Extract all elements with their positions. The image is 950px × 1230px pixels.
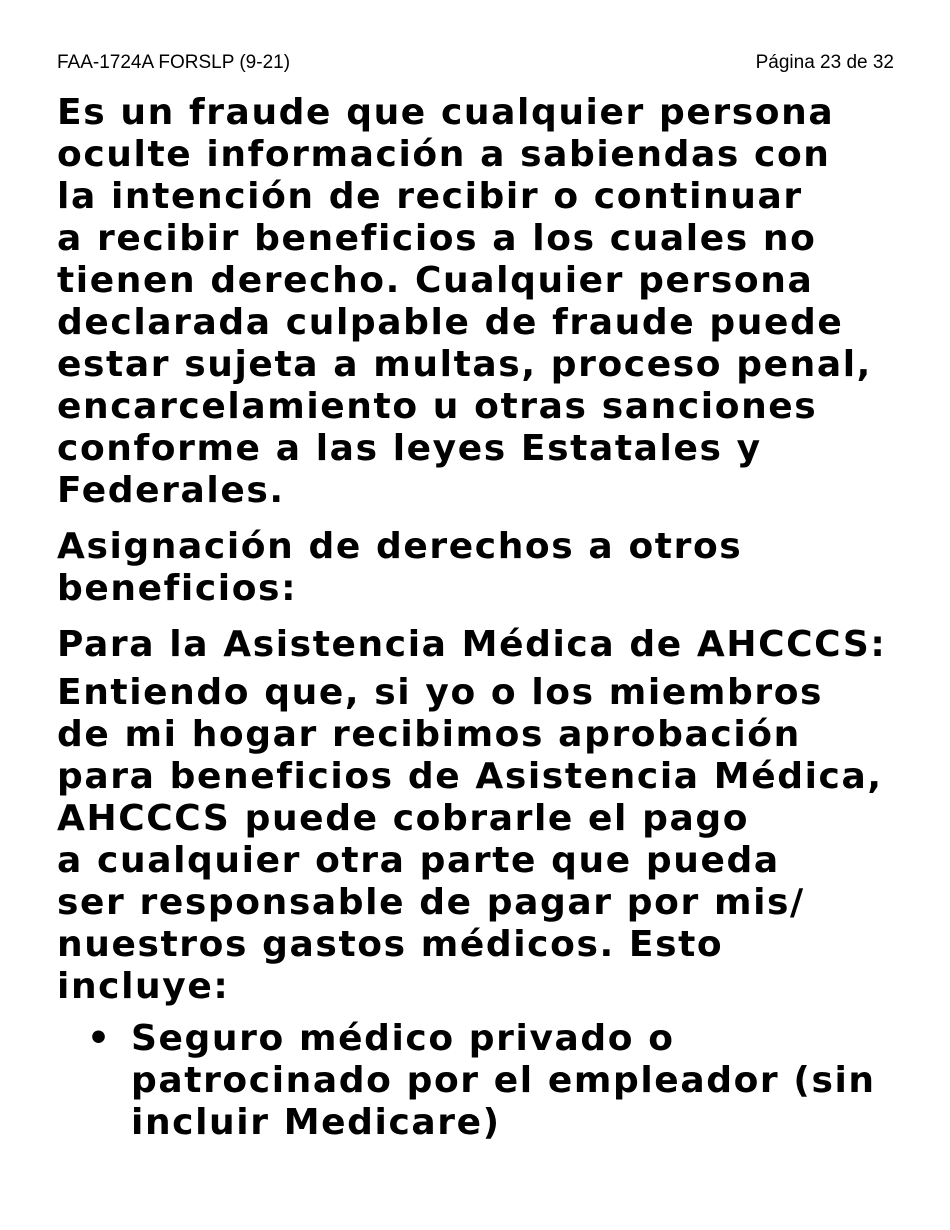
page-number: Página 23 de 32 [755, 52, 894, 73]
ahcccs-paragraph [57, 672, 917, 1008]
assignment-of-rights-heading [57, 526, 917, 610]
text-line: ser responsable de pagar por mis/ [57, 882, 805, 923]
text-line: encarcelamiento u otras sanciones [57, 386, 818, 427]
text-line: de mi hogar recibimos aprobación [57, 714, 801, 755]
text-line: la intención de recibir o continuar [57, 176, 803, 217]
text-line: tienen derecho. Cualquier persona [57, 260, 814, 301]
text-line: para beneficios de Asistencia Médica, [57, 756, 883, 797]
text-line: oculte información a sabiendas con [57, 134, 831, 175]
text-line: incluir Medicare) [131, 1102, 501, 1143]
text-line: Es un fraude que cualquier persona [57, 92, 835, 133]
document-body [57, 92, 917, 1144]
coverage-list [57, 1018, 917, 1144]
text-line: conforme a las leyes Estatales y [57, 428, 762, 469]
text-line: incluye: [57, 966, 230, 1007]
list-item [57, 1018, 917, 1144]
ahcccs-heading [57, 624, 917, 666]
text-line: Asignación de derechos a otros [57, 526, 743, 567]
page-header [57, 52, 894, 74]
text-line: a recibir beneficios a los cuales no [57, 218, 817, 259]
text-line: Entiendo que, si yo o los miembros [57, 672, 824, 713]
fraud-warning-paragraph [57, 92, 917, 512]
section-heading: Para la Asistencia Médica de AHCCCS: [57, 624, 887, 665]
text-line: declarada culpable de fraude puede [57, 302, 844, 343]
text-line: a cualquier otra parte que pueda [57, 840, 780, 881]
text-line: beneficios: [57, 568, 298, 609]
text-line: estar sujeta a multas, proceso penal, [57, 344, 872, 385]
bullet-icon: • [87, 1018, 112, 1059]
list-item-text [131, 1018, 876, 1144]
form-id: FAA-1724A FORSLP (9-21) [57, 52, 291, 73]
text-line: nuestros gastos médicos. Esto [57, 924, 724, 965]
text-line: Federales. [57, 470, 285, 511]
text-line: AHCCCS puede cobrarle el pago [57, 798, 750, 839]
text-line: patrocinado por el empleador (sin [131, 1060, 876, 1101]
text-line: Seguro médico privado o [131, 1018, 675, 1059]
